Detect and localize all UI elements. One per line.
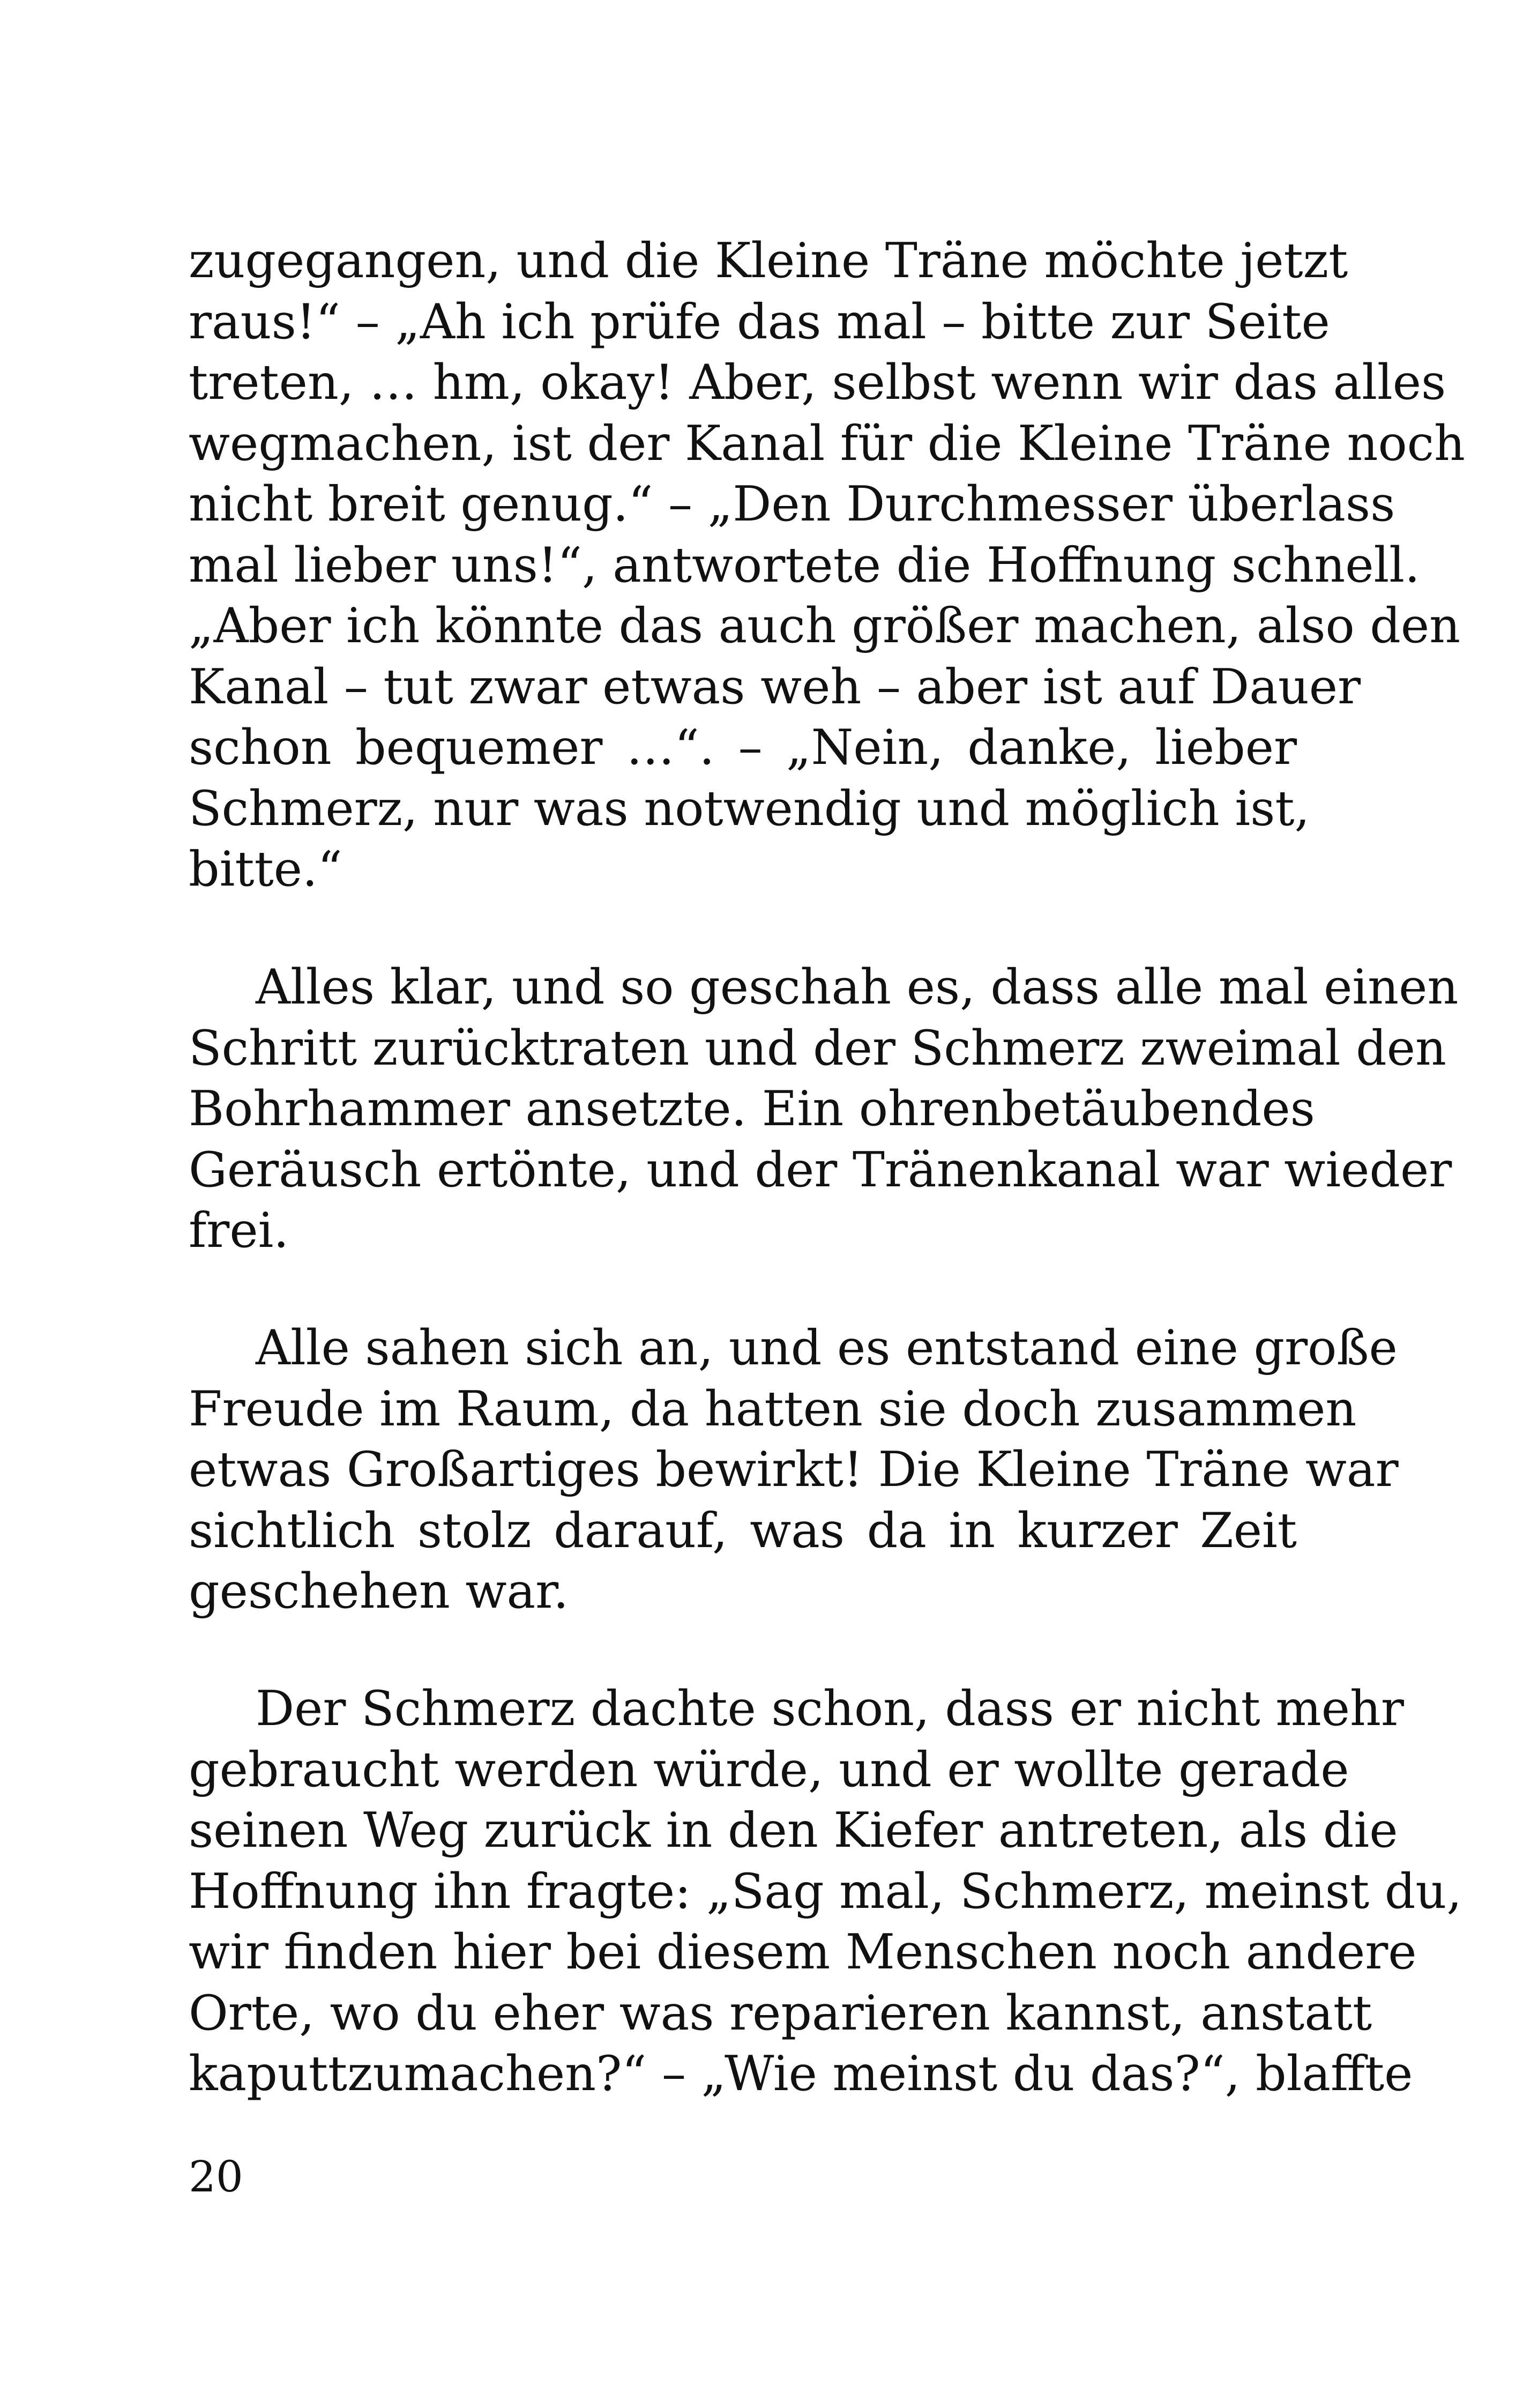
text-line: frei.: [189, 1202, 289, 1259]
page-number: 20: [189, 2152, 243, 2202]
text-line: Alle sahen sich an, und es entstand eine große: [256, 1320, 1398, 1376]
text-line: geschehen war.: [189, 1563, 569, 1619]
text-line: Der Schmerz dachte schon, dass er nicht mehr: [256, 1681, 1404, 1737]
text-line: wir finden hier bei diesem Menschen noch andere: [189, 1924, 1417, 1980]
text-line: Freude im Raum, da hatten sie doch zusammen: [189, 1380, 1357, 1437]
paragraph-2: [189, 957, 1459, 1261]
text-line: Kanal – tut zwar etwas weh – aber ist auf Dauer: [189, 658, 1361, 715]
text-line: Orte, wo du eher was reparieren kannst, anstatt: [189, 1985, 1372, 2041]
text-line: raus!“ – „Ah ich prüfe das mal – bitte zur Seite: [189, 293, 1330, 350]
text-line: zugegangen, und die Kleine Träne möchte jetzt: [189, 233, 1348, 289]
text-line: nicht breit genug.“ – „Den Durchmesser überlass: [189, 476, 1395, 532]
text-line: Alles klar, und so geschah es, dass alle mal einen: [256, 959, 1459, 1015]
text-line: etwas Großartiges bewirkt! Die Kleine Träne war: [189, 1441, 1399, 1498]
text-line: gebraucht werden würde, und er wollte gerade: [189, 1741, 1349, 1798]
text-line: schon bequemer …“. – „Nein, danke, lieber: [189, 719, 1297, 776]
paragraph-1: [189, 231, 1466, 900]
text-line: sichtlich stolz darauf, was da in kurzer Zeit: [189, 1502, 1297, 1559]
text-line: mal lieber uns!“, antwortete die Hoffnung schnell.: [189, 537, 1420, 593]
text-line: Schmerz, nur was notwendig und möglich ist,: [189, 780, 1310, 837]
text-line: Geräusch ertönte, und der Tränenkanal war wieder: [189, 1141, 1452, 1198]
text-line: seinen Weg zurück in den Kiefer antreten, als die: [189, 1802, 1398, 1859]
text-line: treten, … hm, okay! Aber, selbst wenn wir das alles: [189, 354, 1446, 411]
text-line: Schritt zurücktraten und der Schmerz zweimal den: [189, 1020, 1446, 1076]
text-line: Hoffnung ihn fragte: „Sag mal, Schmerz, meinst du,: [189, 1863, 1462, 1920]
text-line: „Aber ich könnte das auch größer machen, also den: [189, 598, 1461, 654]
text-line: wegmachen, ist der Kanal für die Kleine Träne noch: [189, 415, 1466, 472]
text-line: Bohrhammer ansetzte. Ein ohrenbetäubendes: [189, 1081, 1315, 1137]
paragraph-3: [189, 1318, 1399, 1622]
text-line: bitte.“: [189, 841, 342, 897]
text-line: kaputtzumachen?“ – „Wie meinst du das?“, blaffte: [189, 2046, 1413, 2102]
paragraph-4: [189, 1678, 1462, 2105]
